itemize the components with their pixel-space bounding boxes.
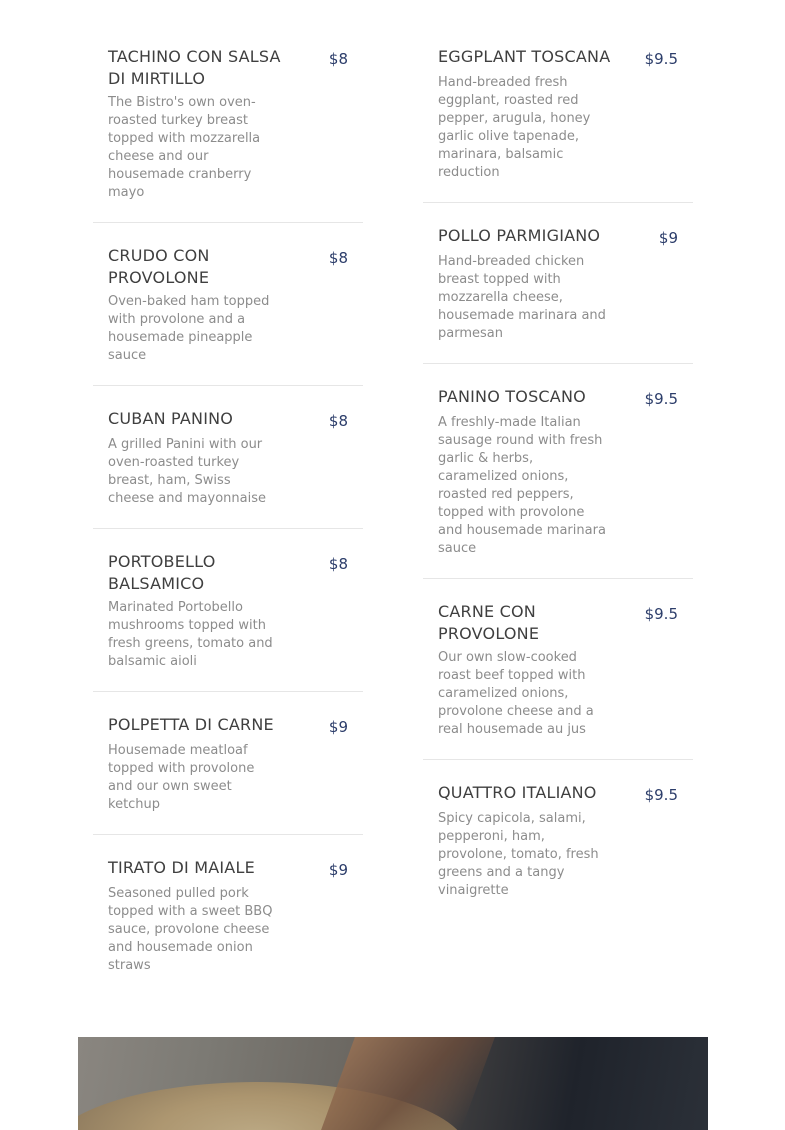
menu-item [423, 760, 693, 920]
menu-item-price: $9.5 [644, 786, 678, 804]
menu-item-description: Oven-baked ham topped with provolone and a housemade pineapple sauce [108, 294, 270, 363]
menu-item-header [108, 551, 348, 595]
menu-item-description: Our own slow-cooked roast beef topped with caramelized onions, provolone cheese and a real housemade au jus [438, 650, 594, 737]
menu-item-name: EGGPLANT TOSCANA [438, 47, 611, 66]
menu-item [93, 40, 363, 223]
menu-item [423, 579, 693, 760]
menu-item-price: $9.5 [644, 390, 678, 408]
menu-item [93, 835, 363, 995]
menu-item-header [438, 46, 678, 70]
menu-item-name: CUBAN PANINO [108, 409, 234, 428]
menu-item [93, 692, 363, 835]
menu-item [93, 386, 363, 529]
menu-item-header [108, 408, 348, 432]
menu-item-header [108, 857, 348, 881]
menu-item-description: Hand-breaded chicken breast topped with mozzarella cheese, housemade marinara and parmesan [438, 254, 606, 341]
menu-item-name: PANINO TOSCANO [438, 387, 586, 406]
menu-item-price: $8 [328, 50, 348, 68]
menu-item [423, 203, 693, 364]
menu-column-left [93, 40, 363, 995]
menu-item-description: Marinated Portobello mushrooms topped with fresh greens, tomato and balsamic aioli [108, 600, 273, 669]
food-photo-highlight [321, 1037, 495, 1130]
menu-item-description: Housemade meatloaf topped with provolone and our own sweet ketchup [108, 743, 255, 812]
menu-item-description: Spicy capicola, salami, pepperoni, ham, provolone, tomato, fresh greens and a tangy vinaigrette [438, 811, 599, 898]
menu-item-price: $9 [328, 718, 348, 736]
menu-item-header [438, 782, 678, 806]
menu-item-name: TACHINO CON SALSA DI MIRTILLO [108, 47, 281, 88]
menu-item-description: A freshly-made Italian sausage round with fresh garlic & herbs, caramelized onions, roasted red peppers, topped with provolone and housemade marinara sauce [438, 415, 606, 556]
menu-item-header [108, 714, 348, 738]
menu-item-header [438, 386, 678, 410]
menu-item [423, 364, 693, 579]
menu-item-price: $9 [658, 229, 678, 247]
menu-column-right [423, 40, 693, 920]
menu-item-description: A grilled Panini with our oven-roasted turkey breast, ham, Swiss cheese and mayonnaise [108, 437, 266, 506]
food-photo [78, 1037, 708, 1130]
menu-item-name: CRUDO CON PROVOLONE [108, 246, 210, 287]
menu-item-header [438, 601, 678, 645]
menu-item-header [108, 245, 348, 289]
menu-item-price: $8 [328, 412, 348, 430]
menu-item-name: TIRATO DI MAIALE [108, 858, 255, 877]
menu-item-name: QUATTRO ITALIANO [438, 783, 597, 802]
menu-item-name: POLLO PARMIGIANO [438, 226, 601, 245]
menu-item-price: $9.5 [644, 50, 678, 68]
menu-grid [93, 40, 693, 995]
menu-item-header [438, 225, 678, 249]
menu-item [93, 223, 363, 386]
menu-item [93, 529, 363, 692]
menu-item-price: $9.5 [644, 605, 678, 623]
menu-item [423, 40, 693, 203]
menu-item-description: The Bistro's own oven-roasted turkey breast topped with mozzarella cheese and our housemade cranberry mayo [108, 95, 261, 200]
menu-item-description: Seasoned pulled pork topped with a sweet BBQ sauce, provolone cheese and housemade onion straws [108, 886, 273, 973]
menu-item-name: PORTOBELLO BALSAMICO [108, 552, 216, 593]
menu-item-description: Hand-breaded fresh eggplant, roasted red pepper, arugula, honey garlic olive tapenade, marinara, balsamic reduction [438, 75, 591, 180]
menu-item-header [108, 46, 348, 90]
menu-item-price: $8 [328, 249, 348, 267]
menu-item-price: $9 [328, 861, 348, 879]
menu-item-name: CARNE CON PROVOLONE [438, 602, 540, 643]
menu-item-name: POLPETTA DI CARNE [108, 715, 274, 734]
menu-item-price: $8 [328, 555, 348, 573]
